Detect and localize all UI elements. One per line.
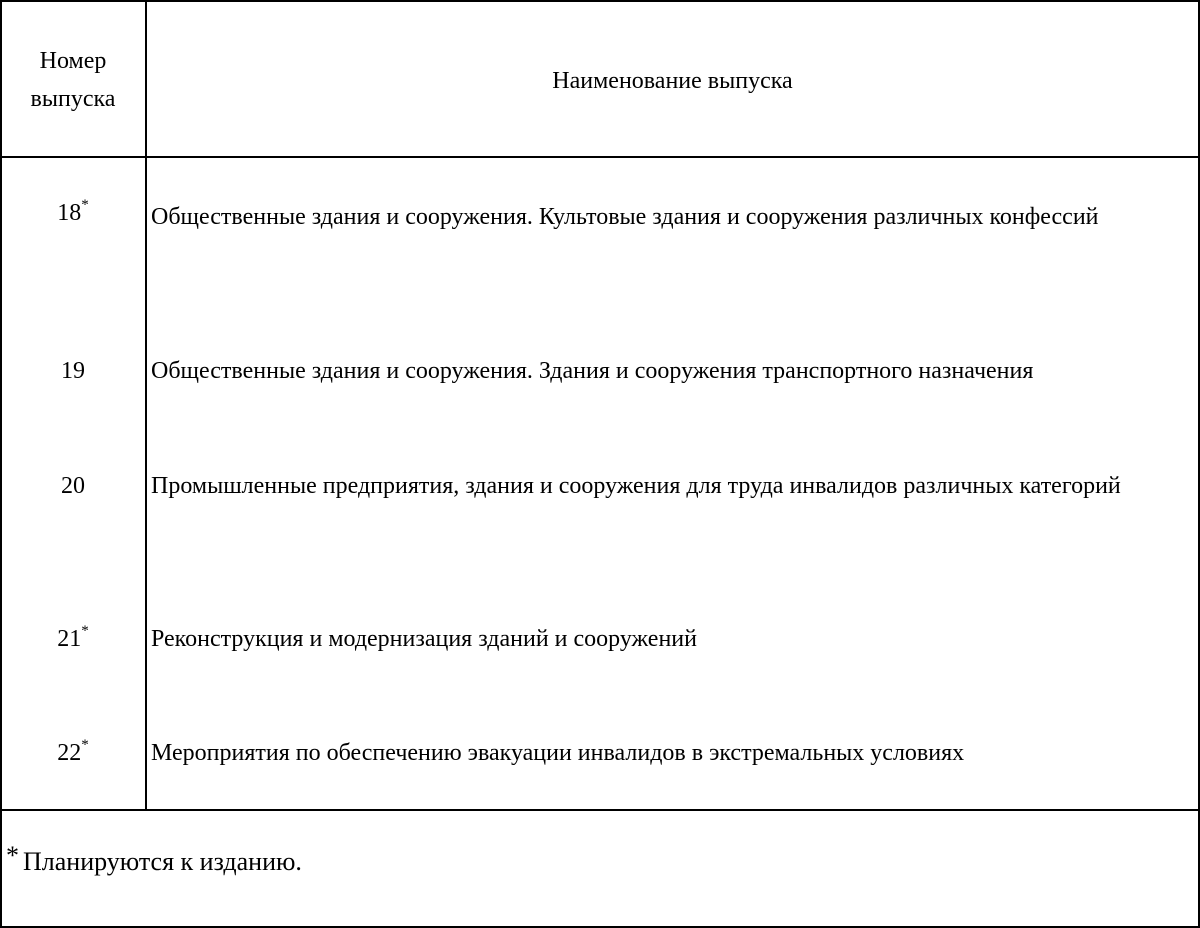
footnote-mark: * [81,197,89,213]
row-number: 20 [61,473,85,499]
row-number: 18* [57,197,89,226]
footnote-asterisk: * [6,841,19,870]
column-divider [145,0,147,811]
footer-divider [0,809,1200,811]
row-number: 19 [61,358,85,384]
row-title: Реконструкция и модернизация зданий и сооружений [151,626,697,652]
row-number: 22* [57,737,89,766]
row-title: Мероприятия по обеспечению эвакуации инвалидов в экстремальных условиях [151,740,965,766]
row-number: 21* [57,623,89,652]
row-title: Промышленные предприятия, здания и сооружения для труда инвалидов различных категорий [151,473,1121,499]
footnote [6,842,302,882]
row-title: Общественные здания и сооружения. Культовые здания и сооружения различных конфессий [151,204,1099,230]
header-number-column: Номер выпуска [30,48,116,112]
footnote-text: Планируются к изданию. [23,847,302,876]
header-title-column: Наименование выпуска [552,68,793,94]
footnote-mark: * [81,623,89,639]
header-divider [0,156,1200,158]
row-title: Общественные здания и сооружения. Здания и сооружения транспортного назначения [151,358,1034,384]
footnote-mark: * [81,737,89,753]
